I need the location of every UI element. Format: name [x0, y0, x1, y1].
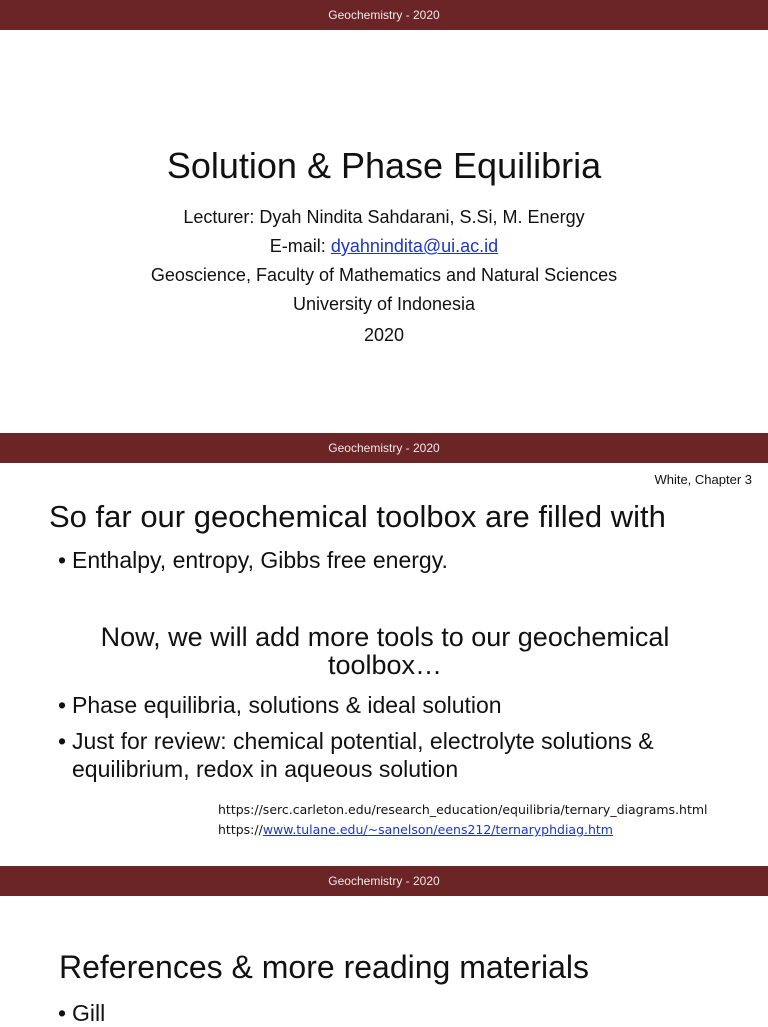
url-prefix: https://	[218, 822, 263, 837]
bullet-item	[58, 999, 738, 1027]
url-link[interactable]: www.tulane.edu/~sanelson/eens212/ternaryphdiag.htm	[262, 822, 613, 837]
bullet-text: Enthalpy, entropy, Gibbs free energy.	[72, 547, 448, 573]
header-label: Geochemistry - 2020	[328, 441, 440, 455]
bullet-text: Phase equilibria, solutions & ideal solution	[72, 692, 502, 718]
chapter-reference: White, Chapter 3	[654, 472, 752, 487]
slide-header-bar	[0, 866, 768, 896]
bullet-dot: •	[58, 692, 67, 718]
slide-header-bar	[0, 433, 768, 463]
email-label: E-mail:	[269, 236, 331, 256]
email-line	[0, 236, 768, 257]
bullet-dot: •	[58, 1000, 67, 1026]
url-line: https://serc.carleton.edu/research_education/equilibria/ternary_diagrams.html	[218, 802, 708, 817]
bullet-item	[58, 546, 738, 574]
bullet-dot: •	[58, 728, 67, 754]
bullet-text: Just for review: chemical potential, electrolyte solutions & equilibrium, redox in aqueous solution	[72, 728, 654, 782]
slide-header-bar	[0, 0, 768, 30]
bullet-dot: •	[58, 547, 67, 573]
bullet-item	[58, 727, 708, 783]
lecturer-line: Lecturer: Dyah Nindita Sahdarani, S.Si, M. Energy	[183, 207, 585, 227]
year-line: 2020	[363, 325, 405, 345]
slide-title: Solution & Phase Equilibria	[166, 145, 602, 186]
slide-heading: References & more reading materials	[59, 949, 590, 985]
bullet-text: Gill	[72, 1000, 106, 1026]
header-label: Geochemistry - 2020	[328, 874, 440, 888]
slide-heading: So far our geochemical toolbox are filled with	[49, 499, 666, 534]
header-label: Geochemistry - 2020	[328, 8, 440, 22]
affiliation-line: Geoscience, Faculty of Mathematics and Natural Sciences	[150, 265, 618, 285]
university-line: University of Indonesia	[292, 294, 476, 314]
bullet-item	[58, 691, 738, 719]
email-link[interactable]: dyahnindita@ui.ac.id	[330, 236, 499, 256]
url-line	[218, 822, 613, 837]
slide-subheading: Now, we will add more tools to our geochemical toolbox…	[100, 622, 670, 680]
